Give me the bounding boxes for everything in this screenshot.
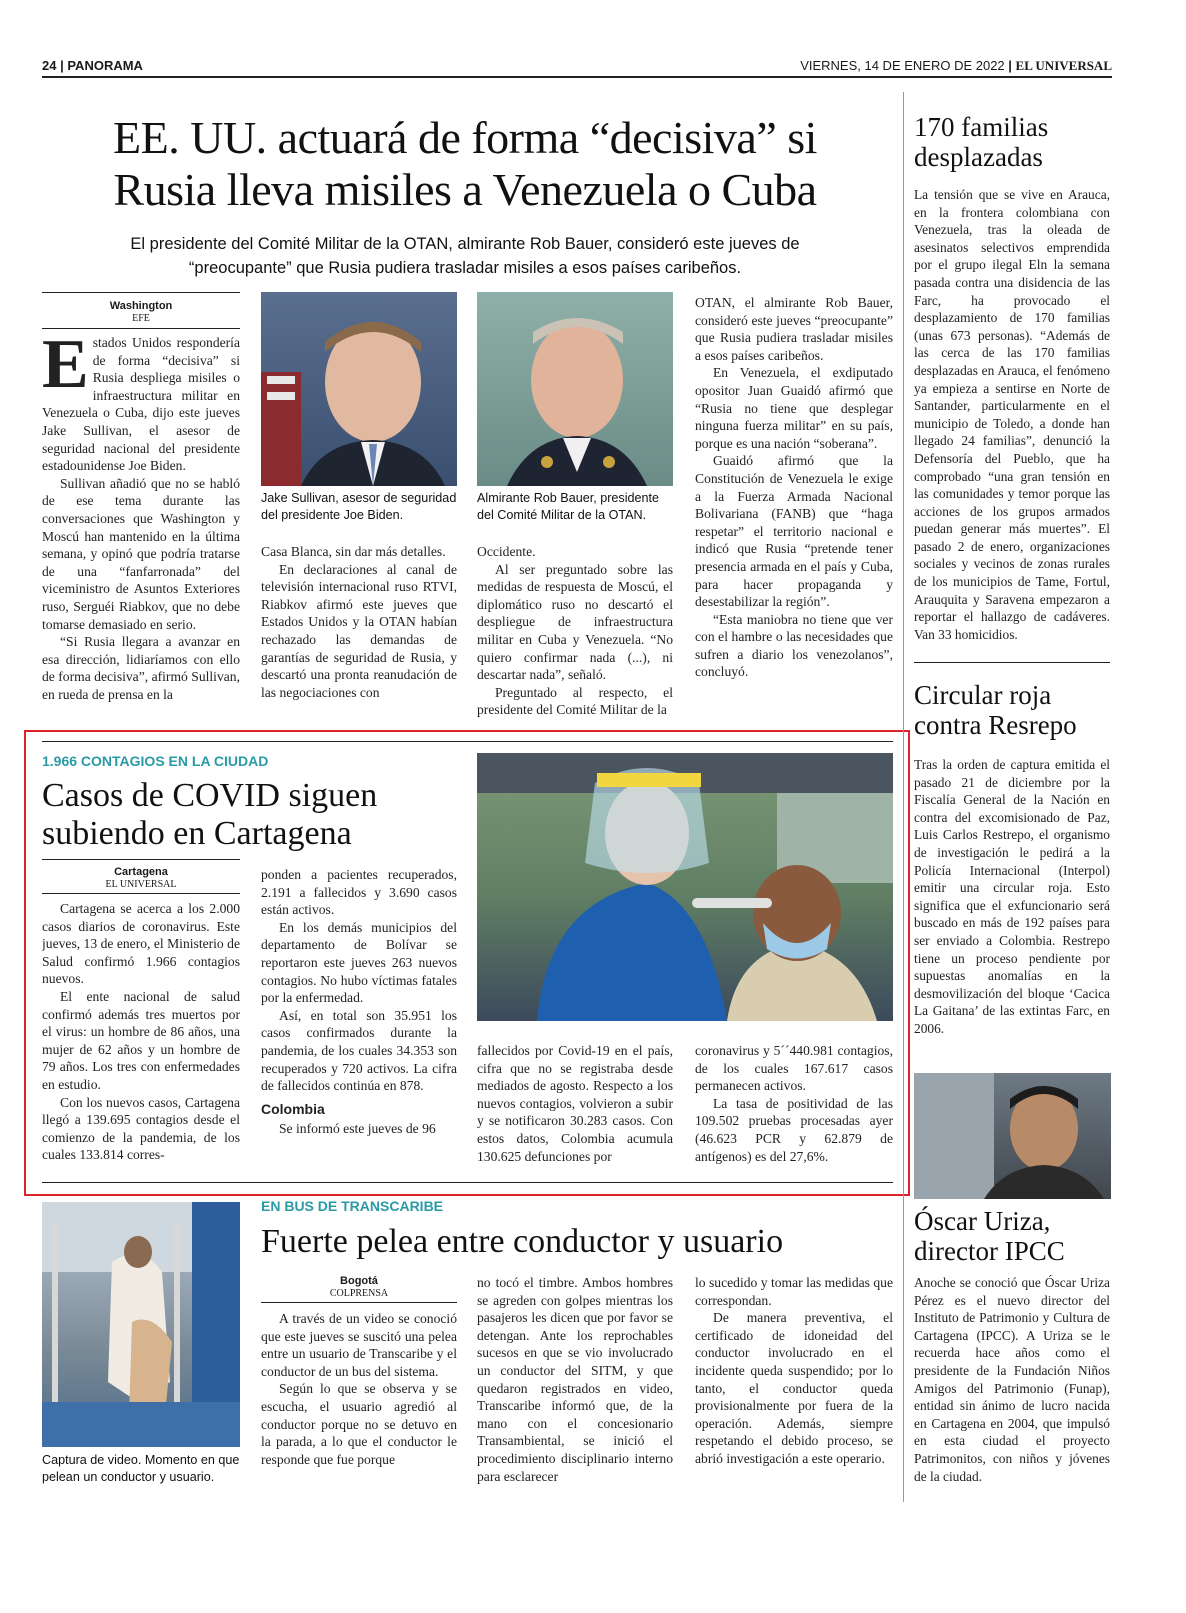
photo-bauer — [477, 292, 673, 486]
lead-col1-p2: Sullivan añadió que no se habló de ese tema durante las conversaciones que Washington y Moscú han mantenido en la última semana, y opinó que podría tratarse de una “fanfarronada” del viceministro de Asuntos Exteriores ruso, Serguéi Riabkov, que no debe tomarse demasiado en serio. — [42, 475, 240, 632]
covid-subhead-colombia: Colombia — [261, 1100, 325, 1117]
covid-column-1 — [42, 900, 240, 1172]
sidebar-rule-1 — [914, 662, 1110, 663]
header-separator-2: | — [1008, 58, 1016, 73]
header-date-wrap — [800, 58, 1112, 74]
lead-col4-p1: OTAN, el almirante Rob Bauer, consideró este jueves “preocupante” que Rusia pudiera trasladar misiles a esos países caribeños. — [695, 295, 893, 363]
covid-col4-p2: La tasa de positividad de las 109.502 pruebas procesadas ayer (46.623 PCR y 62.879 de antígenos) es del 27,6%. — [695, 1095, 893, 1164]
sidebar-headline-1-line2: desplazadas — [914, 142, 1043, 172]
sidebar-headline-2 — [914, 680, 1114, 740]
bus-column-3 — [695, 1274, 893, 1490]
covid-headline-line2: subiendo en Cartagena — [42, 815, 352, 852]
lead-column-4 — [695, 294, 893, 726]
photo-sullivan — [261, 292, 457, 486]
bus-fight-illustration — [42, 1202, 240, 1447]
sidebar-headline-3-line1: Óscar Uriza, — [914, 1206, 1051, 1236]
sidebar-headline-3 — [914, 1206, 1114, 1266]
sidebar-headline-1-line1: 170 familias — [914, 112, 1049, 142]
covid-rule-top — [42, 741, 893, 742]
lead-col2-p1: Casa Blanca, sin dar más detalles. — [261, 544, 446, 559]
bus-col1-p1: A través de un video se conoció que este jueves se suscitó una pelea entre un usuario de Transcaribe y el conductor de un bus del sistema. — [261, 1311, 457, 1379]
uriza-illustration — [914, 1073, 1111, 1199]
dropcap: E — [42, 334, 89, 403]
lead-column-3 — [477, 543, 673, 725]
header-separator: | — [60, 58, 68, 73]
sidebar-headline-2-line2: contra Resrepo — [914, 710, 1077, 740]
photo-uriza — [914, 1073, 1111, 1199]
lead-byline — [42, 300, 240, 325]
bus-col1-p2: Según lo que se observa y se escucha, el usuario agredió al conductor porque no se detuvo en la parada, a lo que el conductor le responde que fue porque — [261, 1381, 457, 1467]
covid-col2-p1: ponden a pacientes recuperados, 2.191 a fallecidos y 3.690 casos están activos. — [261, 867, 457, 918]
covid-test-illustration — [477, 753, 893, 1021]
page-header — [42, 58, 1112, 76]
lead-col4-p3: Guaidó afirmó que la Constitución de Venezuela le exige a la Fuerza Armada Nacional Bolivariana (FANB) que “haga respetar” el territorio nacional e indicó que Rusia “pretende tener presencia armada en el país y Cuba, para hacer propaganda y desestabilizar la región”. — [695, 453, 893, 610]
covid-headline-line1: Casos de COVID siguen — [42, 777, 378, 814]
bus-byline-agency: COLPRENSA — [329, 1288, 389, 1299]
lead-headline — [40, 112, 890, 216]
header-rule — [42, 76, 1112, 78]
caption-bus: Captura de video. Momento en que pelean un conductor y usuario. — [42, 1453, 240, 1484]
bus-col2-p1: no tocó el timbre. Ambos hombres se agreden con golpes mientras los pasajeros les dicen que por favor se detengan. Ante los reprochables sucesos en que se vio involucrado un conductor del SITM, y que quedaron registrados en video, Transcaribe informó que, de la mano con el concesionario Transambiental, se inició el procedimiento disciplinario interno para esclarecer — [477, 1275, 673, 1484]
caption-bauer: Almirante Rob Bauer, presidente del Comité Militar de la OTAN. — [477, 491, 660, 522]
lead-col2-p2: En declaraciones al canal de televisión internacional ruso RTVI, Riabkov afirmó este jueves que Estados Unidos y la OTAN habían rechazado las demandas de garantías de seguridad de Rusia, y descartó una pronta reanudación de las negociaciones con — [261, 561, 457, 700]
bus-col3-p1: lo sucedido y tomar las medidas que correspondan. — [695, 1275, 893, 1308]
covid-headline — [42, 777, 462, 853]
covid-column-3 — [477, 1042, 673, 1174]
sidebar-text-1: La tensión que se vive en Arauca, en la frontera colombiana con Venezuela, tras la oleada de asesinatos selectivos emprendida por el grupo ilegal Eln la semana pasada contra una disidencia de las Farc, ha provocado el desplazamiento de 170 familias (unas 673 personas). “Además de las cerca de las 170 familias desplazadas en Arauca, el fenómeno ya empieza a sentirse en Norte de Santander, particularmente en el municipio de Toledo, a donde han llegado 24 familias”, denunció la Defensoría del Pueblo, que ha comprobado “una gran tensión en las comunidades y temor porque las acciones de los grupos armados puedan generar más muertes”. El pasado 2 de enero, organizaciones sociales y vecinos de zonas rurales de los municipios de Tame, Fortul, Arauquita y Saravena empezaron a reportar el hallazgo de cadáveres. Van 33 homicidios. — [914, 187, 1110, 642]
bus-column-2 — [477, 1274, 673, 1490]
bus-headline: Fuerte pelea entre conductor y usuario — [261, 1223, 784, 1260]
covid-col1-p2: El ente nacional de salud confirmó además tres muertos por el virus: un hombre de 86 años, una mujer de 62 años y un hombre de 79 años. Los tres con enfermedades en estudio. — [42, 988, 240, 1092]
lead-col3-p3: Preguntado al respecto, el presidente del Comité Militar de la — [477, 684, 673, 718]
page-number: 24 — [42, 58, 57, 73]
section-name: PANORAMA — [67, 58, 143, 73]
issue-date: VIERNES, 14 DE ENERO DE 2022 — [800, 58, 1005, 73]
covid-col1-p1: Cartagena se acerca a los 2.000 casos diarios de coronavirus. Este jueves, 13 de enero, el Ministerio de Salud confirmó 1.966 contagios nuevos. — [42, 901, 240, 987]
covid-kicker: 1.966 CONTAGIOS EN LA CIUDAD — [42, 753, 269, 769]
covid-byline — [42, 866, 240, 891]
lead-col1-p1 — [42, 334, 240, 475]
lead-col3-p2: Al ser preguntado sobre las medidas de respuesta de Moscú, el diplomático ruso no descartó el despliegue de infraestructura militar en Cuba y Venezuela. “No quiero confirmar nada (...), ni descartar nada”, señaló. — [477, 561, 673, 683]
sidebar-text-3: Anoche se conoció que Óscar Uriza Pérez es el nuevo director del Instituto de Patrimonio y Cultura de Cartagena (IPCC). A Uriza se le recuerda hace años como el presidente de la Fundación Niños Amigos del Patrimonio (Funap), entidad sin ánimo de lucro nacida en Cartagena en 2004, que impulsó en esta ciudad el proyecto Patrimonitos, con niños y jóvenes de la ciudad. — [914, 1275, 1110, 1484]
covid-column-2 — [261, 866, 457, 1172]
lead-col1-p3: “Si Rusia llegara a avanzar en esa dirección, lidiaríamos con ello de forma decisiva”, afirmó Sullivan, en rueda de prensa en la — [42, 634, 240, 702]
caption-sullivan: Jake Sullivan, asesor de seguridad del presidente Joe Biden. — [261, 491, 457, 522]
lead-byline-city: Washington — [109, 300, 173, 312]
publication-name: EL UNIVERSAL — [1015, 58, 1112, 73]
covid-byline-rule-bottom — [42, 893, 240, 894]
byline-rule-top — [42, 292, 240, 293]
lead-headline-line2: Rusia lleva misiles a Venezuela o Cuba — [113, 164, 817, 215]
covid-col1-p3: Con los nuevos casos, Cartagena llegó a 139.695 contagios desde el comienzo de la pandemia, de los cuales 133.814 corres- — [42, 1094, 240, 1163]
lead-column-2 — [261, 543, 457, 725]
covid-col2-p4: Se informó este jueves de 96 — [279, 1121, 436, 1137]
lead-col4-p4: “Esta maniobra no tiene que ver con el hambre o las necesidades que sufren a diario los venezolanos”, concluyó. — [695, 611, 893, 680]
bus-byline — [261, 1275, 457, 1300]
covid-rule-bottom — [42, 1182, 893, 1183]
sidebar-headline-1 — [914, 112, 1114, 172]
lead-deck — [40, 232, 890, 280]
photo-bus-fight — [42, 1202, 240, 1447]
lead-col4-p2: En Venezuela, el exdiputado opositor Juan Guaidó afirmó que “Rusia no tiene que desplegar ninguna fuerza militar” en su país, porque es una nación “soberana”. — [695, 365, 893, 451]
sidebar-divider — [903, 92, 904, 1502]
lead-headline-line1: EE. UU. actuará de forma “decisiva” si — [113, 112, 817, 163]
lead-byline-agency: EFE — [132, 313, 150, 324]
sullivan-illustration — [261, 292, 457, 486]
sidebar-headline-2-line1: Circular roja — [914, 680, 1052, 710]
covid-byline-rule-top — [42, 859, 240, 860]
bus-column-1 — [261, 1310, 457, 1490]
photo-covid-test — [477, 753, 893, 1021]
bus-byline-city: Bogotá — [340, 1275, 378, 1287]
covid-col4-p1: coronavirus y 5´´440.981 contagios, de los cuales 167.617 casos permanecen activos. — [695, 1043, 893, 1094]
covid-col2-p2: En los demás municipios del departamento de Bolívar se reportaron este jueves 263 nuevos contagios. No hubo víctimas fatales por la enfermedad. — [261, 919, 457, 1006]
sidebar-headline-3-line2: director IPCC — [914, 1236, 1065, 1266]
lead-column-1 — [42, 334, 240, 724]
bus-col3-p2: De manera preventiva, el certificado de idoneidad del conductor involucrado en el incidente queda suspendido; por lo tanto, el conductor queda provisionalmente por fuera de la operación. Además, siempre respetando el debido proceso, se abrió investigación a este operario. — [695, 1310, 893, 1466]
covid-col2-p3: Así, en total son 35.951 los casos confirmados durante la pandemia, de los cuales 34.353 son recuperados y 720 activos. La cifra de fallecidos continúa en 878. — [261, 1007, 457, 1094]
covid-byline-agency: EL UNIVERSAL — [105, 879, 177, 890]
byline-rule-bottom — [42, 328, 240, 329]
covid-col3-p1: fallecidos por Covid-19 en el país, cifra que no se registraba desde mediados de agosto. Respecto a los nuevos contagios, volvieron a subir y se notificaron 30.283 casos. Con estos datos, Colombia acumula 130.625 defunciones por — [477, 1043, 673, 1164]
covid-byline-city: Cartagena — [114, 866, 168, 878]
bus-byline-rule — [261, 1302, 457, 1303]
lead-deck-line1: El presidente del Comité Militar de la OTAN, almirante Rob Bauer, consideró este jueves de — [130, 235, 800, 253]
lead-deck-line2: “preocupante” que Rusia pudiera trasladar misiles a esos países caribeños. — [188, 259, 742, 277]
bauer-illustration — [477, 292, 673, 486]
sidebar-text-2: Tras la orden de captura emitida el pasado 21 de diciembre por la Fiscalía General de la Nación en contra del excomisionado de Paz, Luis Carlos Restrepo, el organismo de investigación le pedirá a la Policía Internacional (Interpol) emitir una circular roja. Esto significa que el exfuncionario será buscado en más de 192 países para ser enviado a Colombia. Restrepo tiene un proceso pendiente por supuestas anomalías en la desmovilización del bloque ‘Cacica La Gaitana’ de las extintas Farc, en 2006. — [914, 757, 1110, 1036]
bus-kicker: EN BUS DE TRANSCARIBE — [261, 1198, 444, 1214]
covid-column-4 — [695, 1042, 893, 1174]
lead-col3-p1: Occidente. — [477, 544, 536, 559]
lead-col1-p1-text: stados Unidos respondería de forma “decisiva” si Rusia despliega misiles o infraestructura militar en Venezuela o Cuba, dijo este jueves Jake Sullivan, el asesor de seguridad nacional del presidente estadounidense Joe Biden. — [42, 335, 240, 474]
